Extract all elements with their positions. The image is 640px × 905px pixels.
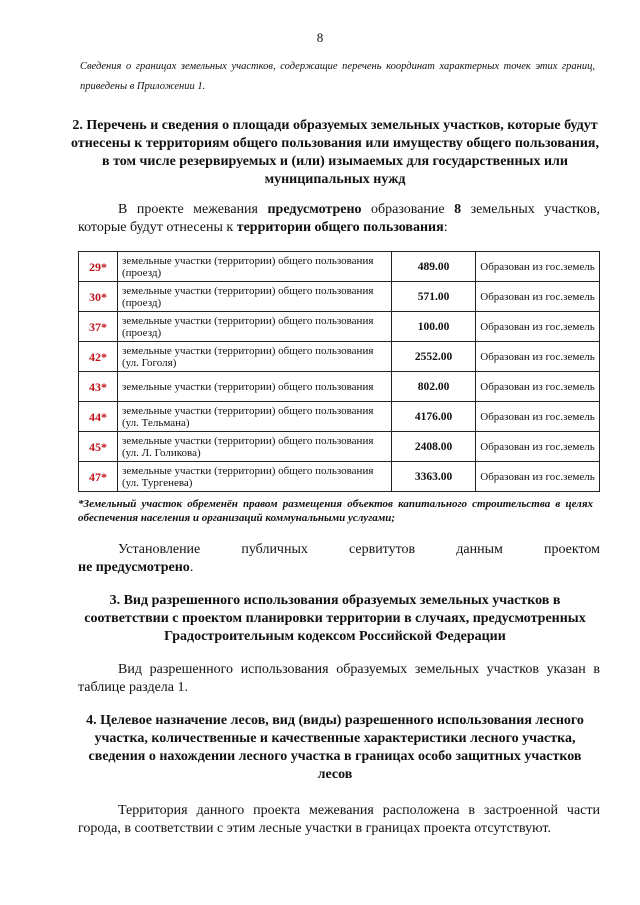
plot-name: земельные участки (территории) общего пользования [118, 372, 392, 402]
table-row [79, 372, 600, 402]
plot-status: Образован из гос.земель [476, 342, 600, 372]
plot-number: 44* [79, 402, 118, 432]
plot-name: земельные участки (территории) общего пользования (ул. Л. Голикова) [118, 432, 392, 462]
encumbrance-footnote: *Земельный участок обременён правом размещения объектов капитального строительства в целях обеспечения населения и организаций коммунальными услугами; [78, 498, 593, 524]
land-plots-table [78, 251, 600, 492]
plot-number: 45* [79, 432, 118, 462]
plot-area: 2552.00 [392, 342, 476, 372]
plot-number: 47* [79, 462, 118, 492]
plot-status: Образован из гос.земель [476, 462, 600, 492]
section-2-paragraph: В проекте межевания предусмотрено образование 8 земельных участков, которые будут отнесены к территории общего пользования: [78, 202, 601, 235]
table-row [79, 282, 600, 312]
section-3-title: 3. Вид разрешенного использования образуемых земельных участков в соответствии с проектом планировки территории в случаях, предусмотренных Градостроительным кодексом Российской Федерации [84, 593, 586, 644]
plot-number: 43* [79, 372, 118, 402]
plot-number: 30* [79, 282, 118, 312]
table-row [79, 312, 600, 342]
plot-area: 571.00 [392, 282, 476, 312]
table-row [79, 252, 600, 282]
section-4-title: 4. Целевое назначение лесов, вид (виды) разрешенного использования лесного участка, количественные и качественные характеристики лесного участка, сведения о нахождении лесного участка в границах особо защитных участков лесов [86, 713, 584, 782]
page-number: 8 [316, 30, 324, 45]
plot-status: Образован из гос.земель [476, 402, 600, 432]
plot-name: земельные участки (территории) общего пользования (проезд) [118, 282, 392, 312]
plot-status: Образован из гос.земель [476, 432, 600, 462]
plot-number: 37* [79, 312, 118, 342]
table-row [79, 432, 600, 462]
plot-number: 42* [79, 342, 118, 372]
plot-area: 489.00 [392, 252, 476, 282]
section-2-title: 2. Перечень и сведения о площади образуемых земельных участков, которые будут отнесены к территориям общего пользования или имуществу общего пользования, в том числе резервируемых и (или) изымаемых для государственных или муниципальных нужд [71, 118, 599, 187]
table-row [79, 342, 600, 372]
table-row [79, 402, 600, 432]
plot-status: Образован из гос.земель [476, 252, 600, 282]
plot-number: 29* [79, 252, 118, 282]
servitude-paragraph: Установление публичных сервитутов данным проектом не предусмотрено. [78, 542, 600, 575]
plot-name: земельные участки (территории) общего пользования (ул. Тургенева) [118, 462, 392, 492]
plot-area: 100.00 [392, 312, 476, 342]
table-row [79, 462, 600, 492]
plot-area: 2408.00 [392, 432, 476, 462]
plot-name: земельные участки (территории) общего пользования (проезд) [118, 312, 392, 342]
plot-area: 4176.00 [392, 402, 476, 432]
plot-status: Образован из гос.земель [476, 312, 600, 342]
plot-status: Образован из гос.земель [476, 282, 600, 312]
coordinates-note: Сведения о границах земельных участков, содержащие перечень координат характерных точек этих границ, приведены в Приложении 1. [80, 61, 595, 92]
plot-area: 802.00 [392, 372, 476, 402]
plot-name: земельные участки (территории) общего пользования (ул. Гоголя) [118, 342, 392, 372]
plot-status: Образован из гос.земель [476, 372, 600, 402]
plot-name: земельные участки (территории) общего пользования (проезд) [118, 252, 392, 282]
plot-area: 3363.00 [392, 462, 476, 492]
section-3-paragraph: Вид разрешенного использования образуемых земельных участков указан в таблице раздела 1. [78, 662, 600, 695]
section-4-paragraph: Территория данного проекта межевания расположена в застроенной части города, в соответствии с этим лесные участки в границах проекта отсутствуют. [78, 803, 600, 836]
plot-name: земельные участки (территории) общего пользования (ул. Тельмана) [118, 402, 392, 432]
